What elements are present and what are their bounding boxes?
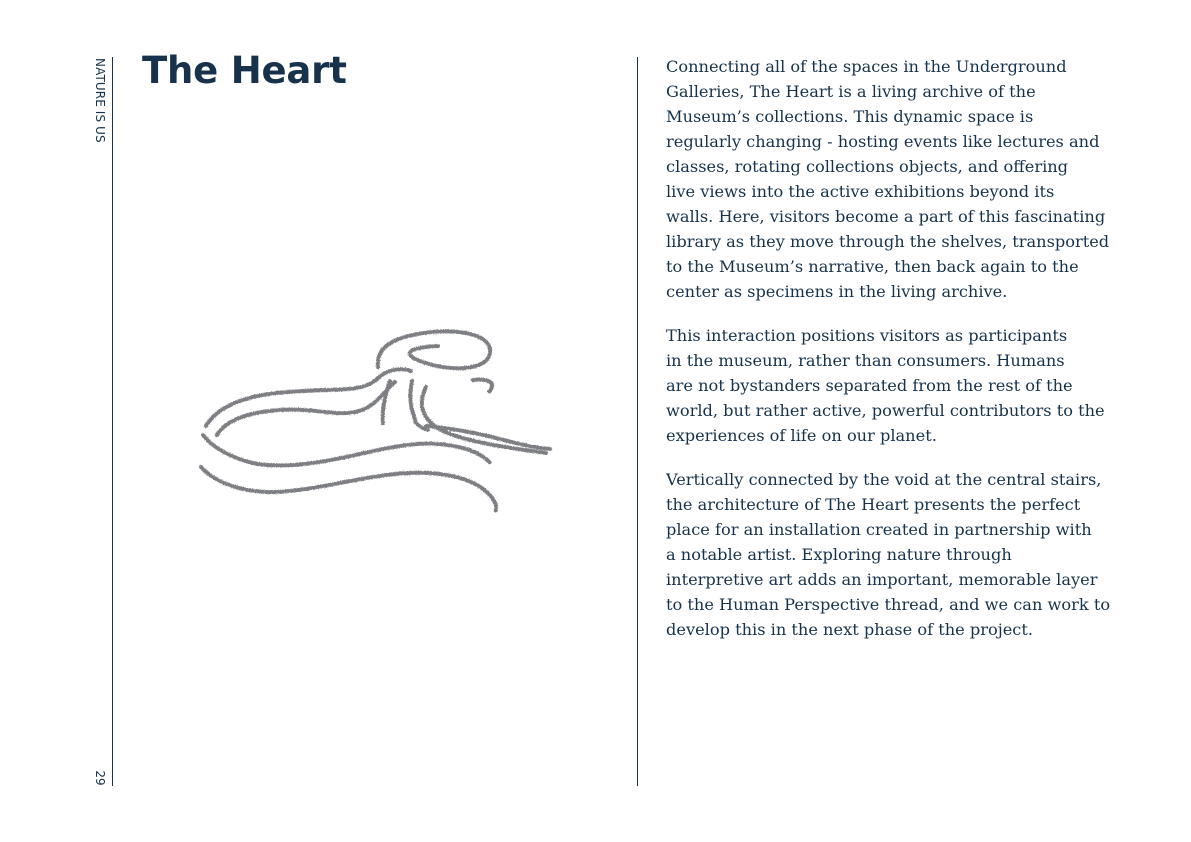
paragraph-line: develop this in the next phase of the project. [666, 620, 1034, 639]
paragraph-line: Vertically connected by the void at the central stairs, [666, 470, 1102, 489]
paragraph-line: a notable artist. Exploring nature through [666, 545, 1012, 564]
paragraph-line: place for an installation created in partnership with [666, 520, 1092, 539]
paragraph-line: the architecture of The Heart presents the perfect [666, 495, 1081, 514]
paragraph-line: This interaction positions visitors as participants [666, 326, 1068, 345]
paragraph-1 [666, 54, 1161, 304]
paragraph-line: library as they move through the shelves, transported [666, 232, 1110, 251]
page-number: 29 [93, 770, 107, 786]
sketch-stroke-top-lobe [378, 331, 490, 368]
sketch-artwork [190, 318, 562, 523]
section-label: NATURE IS US [93, 58, 107, 143]
paragraph-line: in the museum, rather than consumers. Humans [666, 351, 1065, 370]
paragraph-line: center as specimens in the living archive. [666, 282, 1008, 301]
paragraph-3 [666, 467, 1161, 642]
left-divider [112, 57, 113, 786]
paragraph-line: world, but rather active, powerful contributors to the [666, 401, 1105, 420]
article-body [666, 54, 1161, 661]
paragraph-line: to the Human Perspective thread, and we can work to [666, 595, 1111, 614]
center-divider [637, 57, 638, 786]
page-title: The Heart [142, 49, 347, 92]
sketch-stroke-small-hook [473, 380, 492, 392]
sketch-stroke-lower-band [201, 467, 496, 512]
paragraph-line: interpretive art adds an important, memorable layer [666, 570, 1098, 589]
paragraph-line: live views into the active exhibitions beyond its [666, 182, 1055, 201]
sketch-stroke-middle-band [203, 435, 490, 465]
paragraph-line: to the Museum’s narrative, then back again to the [666, 257, 1079, 276]
paragraph-line: walls. Here, visitors become a part of this fascinating [666, 207, 1106, 226]
paragraph-2 [666, 323, 1161, 448]
paragraph-line: are not bystanders separated from the rest of the [666, 376, 1073, 395]
paragraph-line: Museum’s collections. This dynamic space is [666, 107, 1034, 126]
paragraph-line: regularly changing - hosting events like lectures and [666, 132, 1100, 151]
sketch-stroke-central-stem [383, 381, 416, 424]
paragraph-line: Connecting all of the spaces in the Underground [666, 57, 1067, 76]
paragraph-line: Galleries, The Heart is a living archive of the [666, 82, 1036, 101]
paragraph-line: experiences of life on our planet. [666, 426, 937, 445]
paragraph-line: classes, rotating collections objects, and offering [666, 157, 1069, 176]
